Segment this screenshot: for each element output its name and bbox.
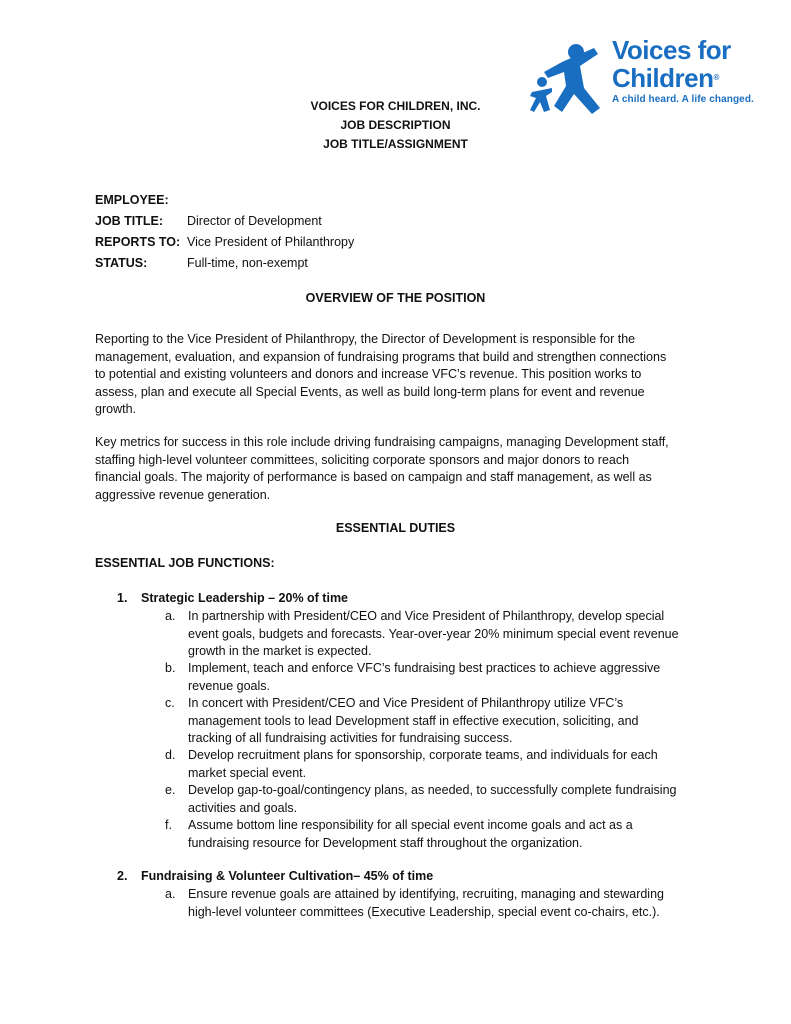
registered-mark: ® <box>713 73 719 82</box>
item-letter: f. <box>165 818 172 832</box>
info-row-job-title <box>95 211 354 232</box>
section-1-number: 1. <box>117 591 128 605</box>
item-line: event goals, budgets and forecasts. Year-over-year 20% minimum special event revenue <box>188 626 679 641</box>
info-row-status <box>95 253 354 274</box>
item-line: fundraising resource for Development staff throughout the organization. <box>188 835 583 850</box>
item-line: activities and goals. <box>188 800 298 815</box>
item-text <box>188 747 695 782</box>
item-line: In partnership with President/CEO and Vice President of Philanthropy, develop special <box>188 609 665 623</box>
item-text <box>188 608 695 661</box>
logo-wordmark <box>612 36 754 105</box>
employee-info <box>95 190 354 274</box>
essential-job-functions-label: ESSENTIAL JOB FUNCTIONS: <box>95 556 275 570</box>
item-line: high-level volunteer committees (Executive Leadership, special event co-chairs, etc.). <box>188 904 660 919</box>
para2-line: staffing high-level volunteer committees, soliciting corporate sponsors and major donors to reach <box>95 452 630 467</box>
org-name: VOICES FOR CHILDREN, INC. <box>310 99 481 113</box>
item-line: Assume bottom line responsibility for all special event income goals and act as a <box>188 818 633 832</box>
item-letter: c. <box>165 696 175 710</box>
logo-line-2 <box>612 64 754 92</box>
section-2-number: 2. <box>117 869 128 883</box>
item-line: revenue goals. <box>188 678 271 693</box>
logo-line-1: Voices for <box>612 35 731 65</box>
item-text <box>188 817 695 852</box>
item-line: Ensure revenue goals are attained by identifying, recruiting, managing and stewarding <box>188 887 664 901</box>
overview-paragraph-2 <box>95 434 695 504</box>
item-line: management tools to lead Development staff in effective execution, soliciting, and <box>188 713 639 728</box>
list-item <box>165 695 695 748</box>
item-letter: a. <box>165 887 176 901</box>
job-title-label: JOB TITLE: <box>95 214 164 228</box>
status-label: STATUS: <box>95 256 148 270</box>
item-line: In concert with President/CEO and Vice President of Philanthropy utilize VFC’s <box>188 696 624 710</box>
item-text <box>188 782 695 817</box>
item-line: tracking of all fundraising activities for fundraising success. <box>188 731 513 745</box>
list-item <box>165 608 695 661</box>
info-row-employee <box>95 190 354 211</box>
list-item <box>165 747 695 782</box>
reports-to-value: Vice President of Philanthropy <box>187 235 355 249</box>
essential-duties-title: ESSENTIAL DUTIES <box>335 521 456 535</box>
item-line: growth in the market is expected. <box>188 644 372 658</box>
doc-type: JOB DESCRIPTION <box>340 118 451 132</box>
para1-line: management, evaluation, and expansion of fundraising programs that build and strengthen connections <box>95 349 667 364</box>
item-line: Develop gap-to-goal/contingency plans, as needed, to successfully complete fundraising <box>188 783 677 797</box>
logo-line-2-text: Children <box>612 63 714 93</box>
item-letter: e. <box>165 783 176 797</box>
item-line: Implement, teach and enforce VFC’s fundraising best practices to achieve aggressive <box>188 661 661 675</box>
overview-title: OVERVIEW OF THE POSITION <box>305 291 486 305</box>
item-line: market special event. <box>188 765 307 780</box>
section-2-heading <box>117 869 433 883</box>
item-text <box>188 660 695 695</box>
section-1-heading <box>117 591 348 605</box>
para2-line: financial goals. The majority of performance is based on campaign and staff management, as well as <box>95 470 652 484</box>
para1-line: assess, plan and execute all Special Events, as well as build long-term plans for event and revenue <box>95 384 645 399</box>
reports-to-label: REPORTS TO: <box>95 235 181 249</box>
para2-line: aggressive revenue generation. <box>95 487 271 502</box>
status-value: Full-time, non-exempt <box>187 256 308 270</box>
list-item <box>165 660 695 695</box>
item-text <box>188 695 695 748</box>
para1-line: growth. <box>95 402 136 416</box>
para1-line: to potential and existing volunteers and donors and increase VFC’s revenue. This position works to <box>95 367 642 381</box>
doc-subtitle: JOB TITLE/ASSIGNMENT <box>323 137 468 151</box>
item-letter: b. <box>165 661 176 675</box>
item-line: Develop recruitment plans for sponsorship, corporate teams, and individuals for each <box>188 748 658 762</box>
list-item <box>165 817 695 852</box>
info-row-reports-to <box>95 232 354 253</box>
job-title-value: Director of Development <box>187 214 322 228</box>
para2-line: Key metrics for success in this role include driving fundraising campaigns, managing Development staff, <box>95 435 669 449</box>
section-1-title: Strategic Leadership – 20% of time <box>141 591 349 605</box>
para1-line: Reporting to the Vice President of Philanthropy, the Director of Development is responsible for the <box>95 332 636 346</box>
employee-label: EMPLOYEE: <box>95 193 169 207</box>
item-letter: d. <box>165 748 176 762</box>
overview-paragraph-1 <box>95 331 695 419</box>
item-letter: a. <box>165 609 176 623</box>
logo-tagline: A child heard. A life changed. <box>612 94 754 105</box>
document-header <box>0 97 791 154</box>
list-item <box>165 886 695 921</box>
section-2-title: Fundraising & Volunteer Cultivation– 45% of time <box>141 869 434 883</box>
list-item <box>165 782 695 817</box>
item-text <box>188 886 695 921</box>
